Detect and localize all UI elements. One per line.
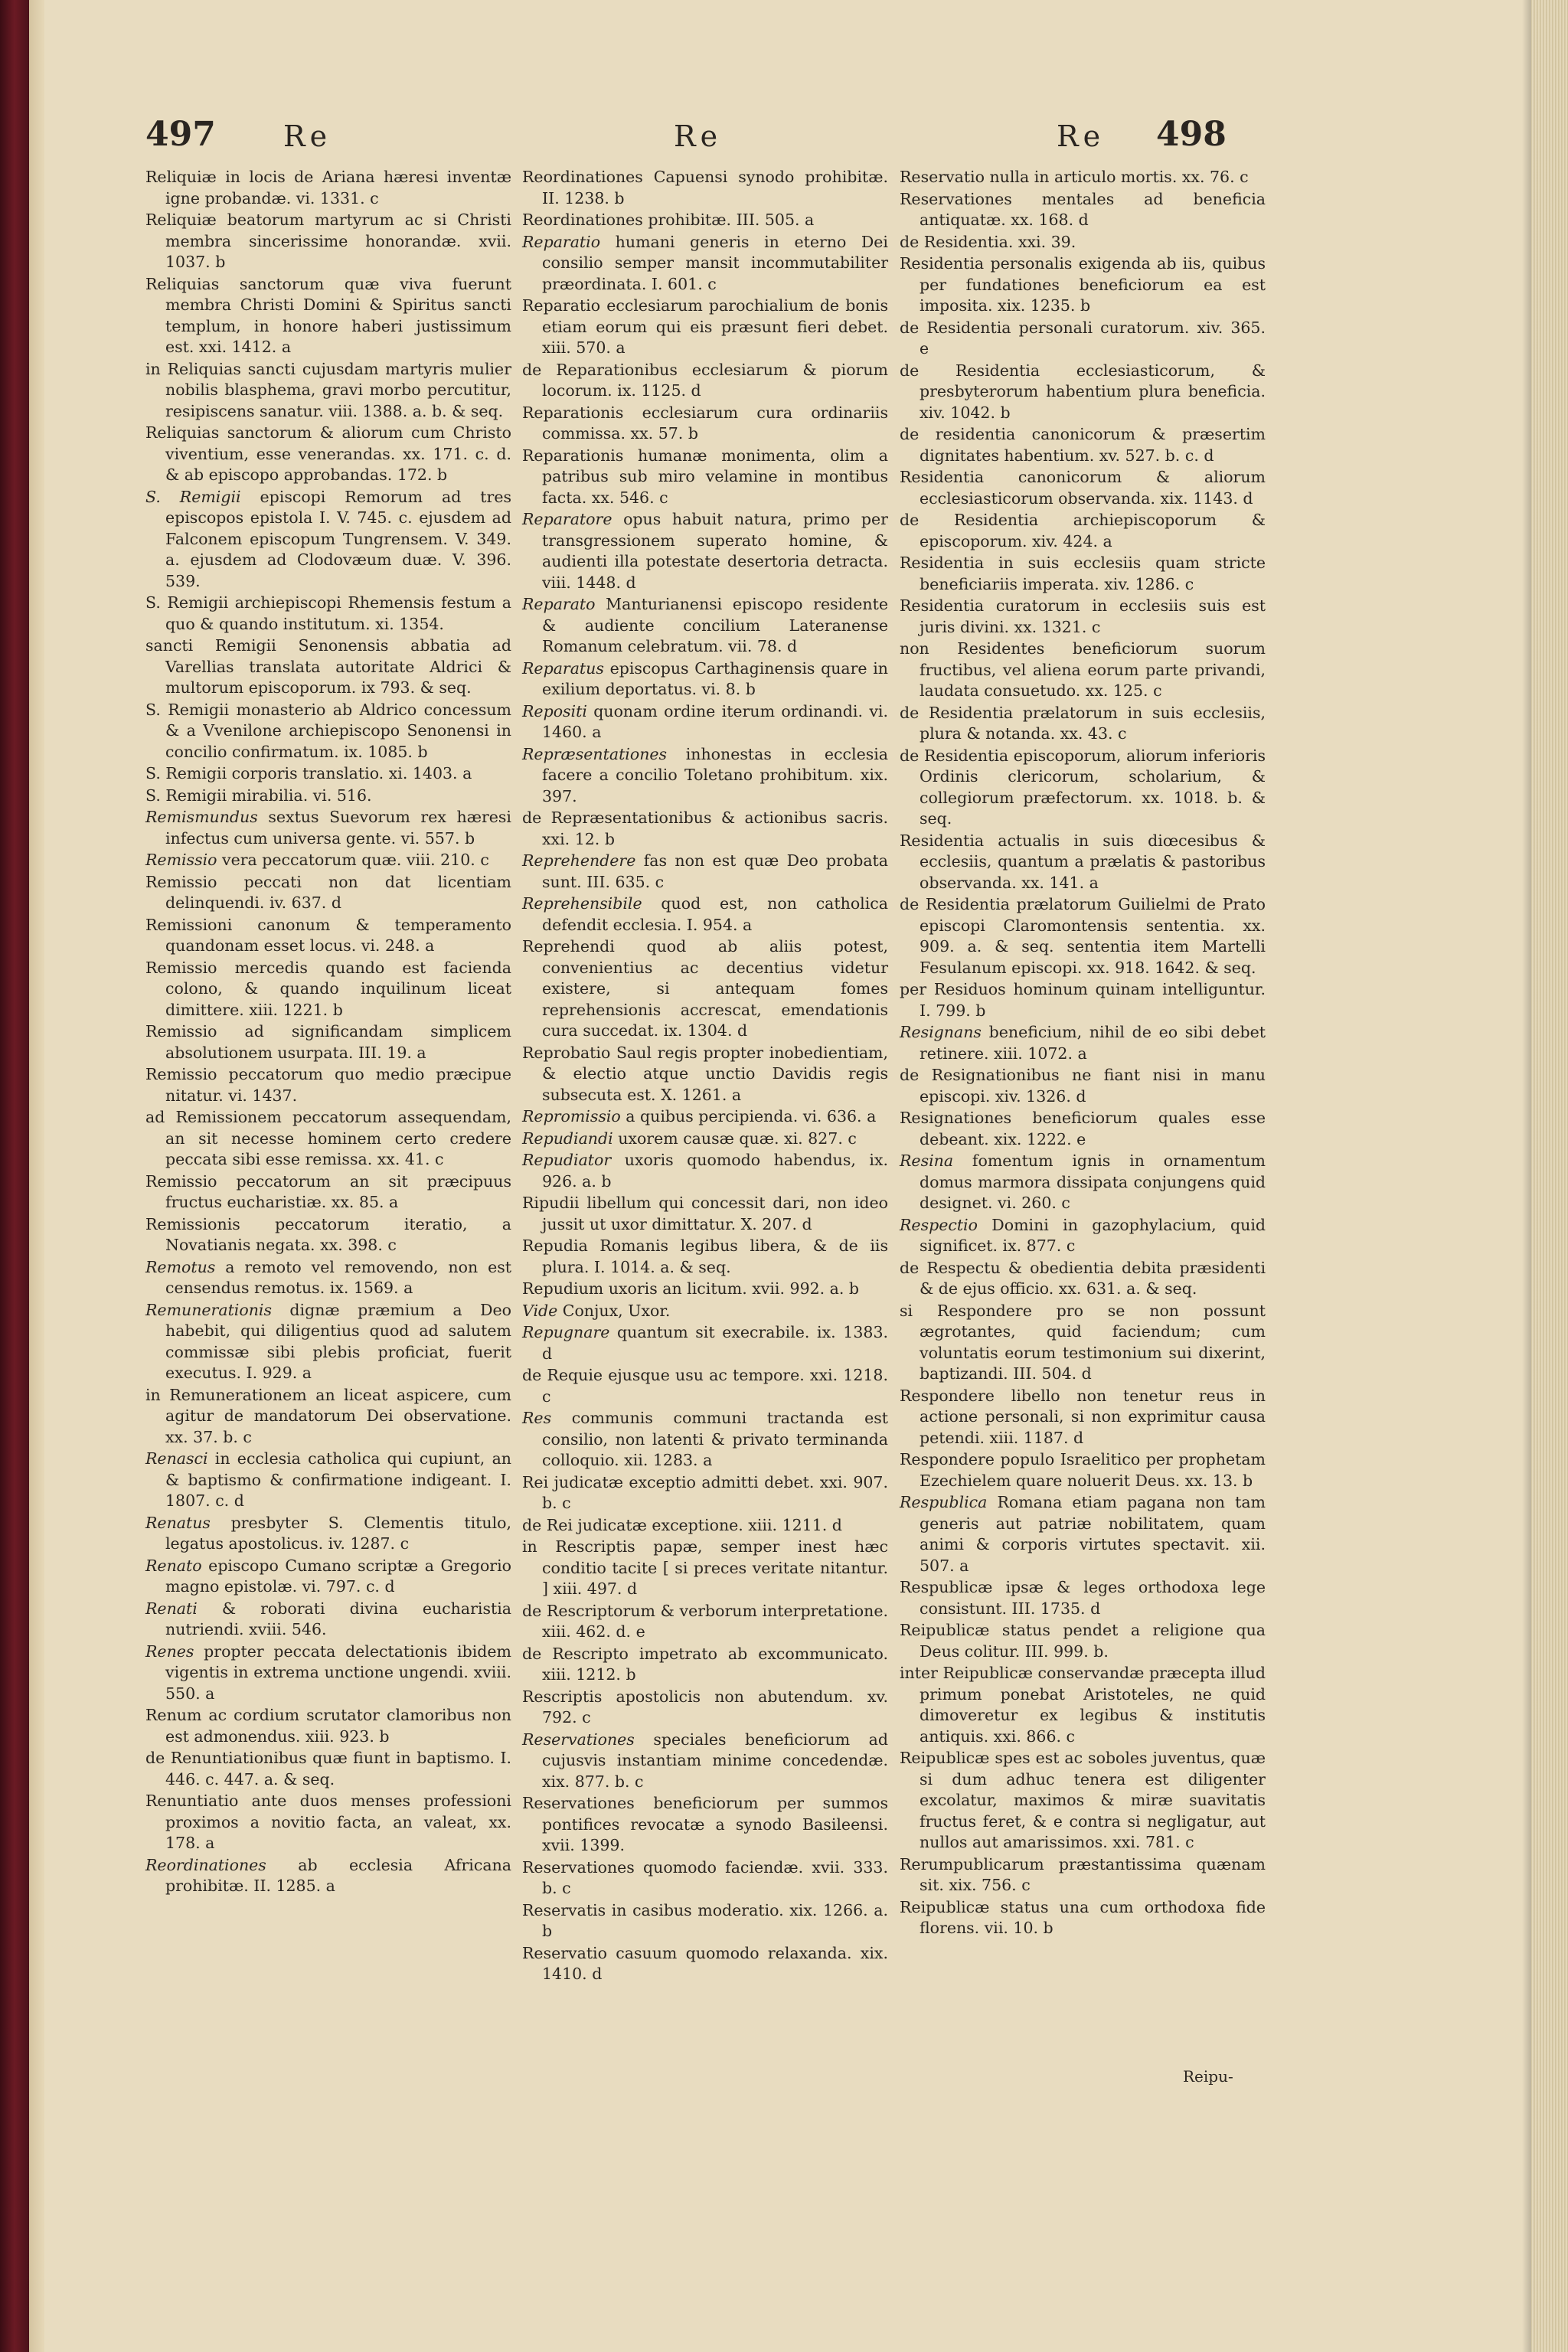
entry-text: in Rescriptis papæ, semper inest hæc conditio tacite [ si preces veritate nitantur. ] xiii. 497. d [522, 1537, 888, 1598]
index-entry [900, 1386, 1266, 1449]
entry-text: inhonestas in ecclesia facere a concilio Toletano prohibitum. xix. 397. [542, 744, 888, 805]
entry-text: Repudia Romanis legibus libera, & de iis plura. I. 1014. a. & seq. [522, 1236, 888, 1276]
index-entry [900, 639, 1266, 702]
index-entry [522, 893, 888, 936]
index-entry [522, 1236, 888, 1278]
page-edges [1531, 0, 1568, 2352]
entry-text: Conjux, Uxor. [557, 1301, 671, 1320]
index-entry [900, 703, 1266, 745]
index-entry [522, 446, 888, 509]
entry-keyword: Vide [522, 1301, 558, 1320]
page-number-left: 497 [145, 115, 216, 154]
entry-text: episcopus Carthaginensis quare in exilium deportatus. vi. 8. b [542, 658, 888, 698]
entry-text: a quibus percipienda. vi. 636. a [620, 1107, 877, 1125]
entry-text: Reparationis humanæ monimenta, olim a patribus sub miro velamine in montibus facta. xx. 546. c [522, 446, 888, 507]
entry-text: Romana etiam pagana non tam generis aut patriæ nobilitatem, quam animi & corporis virtutes spectavit. xii. 507. a [920, 1493, 1266, 1575]
index-entry [522, 1150, 888, 1192]
entry-text: Reliquias sanctorum & aliorum cum Christo viventium, esse venerandas. xx. 171. c. d. & ab episcopo approbandas. 172. b [145, 423, 511, 484]
index-entry [522, 936, 888, 1042]
index-entry [522, 1900, 888, 1942]
entry-text: S. Remigii monasterio ab Aldrico concessum & a Vvenilone archiepiscopo Senonensi in concilio confirmatum. ix. 1085. b [145, 700, 511, 761]
page-number-right: 498 [1156, 115, 1227, 154]
entry-text: Manturianensi episcopo residente & audiente concilium Lateranense Romanum celebratum. vii. 78. d [542, 595, 888, 655]
index-entry [900, 424, 1266, 466]
entry-text: Rerumpublicarum præstantissima quænam sit. xix. 756. c [900, 1854, 1266, 1894]
entry-keyword: Remunerationis [145, 1300, 272, 1319]
index-entry [145, 1748, 511, 1790]
entry-text: Reservationes beneficiorum per summos pontifices revocatæ a synodo Basileensi. xvii. 1399. [522, 1794, 888, 1854]
entry-text: de Residentia prælatorum in suis ecclesiis, plura & notanda. xx. 43. c [900, 703, 1266, 743]
index-entry [900, 1151, 1266, 1214]
index-column-3 [900, 167, 1266, 1940]
entry-keyword: Repromissio [522, 1107, 621, 1125]
entry-text: de Rei judicatæ exceptione. xiii. 1211. d [522, 1515, 842, 1534]
index-entry [900, 1492, 1266, 1576]
gutter [29, 0, 44, 2352]
entry-text: Domini in gazophylacium, quid significet. ix. 877. c [920, 1215, 1266, 1255]
entry-text: de Respectu & obedientia debita præsidenti & de ejus officio. xx. 631. a. & seq. [900, 1258, 1266, 1298]
page-shadow [1522, 0, 1531, 2352]
index-entry [522, 1322, 888, 1364]
index-entry [145, 1449, 511, 1512]
index-entry [522, 808, 888, 850]
entry-text: de Residentia ecclesiasticorum, & presbyterorum habentium plura beneficia. xiv. 1042. b [900, 361, 1266, 422]
index-entry [900, 1854, 1266, 1896]
index-entry [522, 403, 888, 445]
entry-text: de Repræsentationibus & actionibus sacris. xxi. 12. b [522, 808, 888, 848]
index-entry [900, 596, 1266, 638]
entry-text: sancti Remigii Senonensis abbatia ad Varellias translata autoritate Aldrici & multorum episcoporum. ix 793. & seq. [145, 636, 511, 697]
entry-text: de Rescripto impetrato ab excommunicato. xiii. 1212. b [522, 1644, 888, 1684]
entry-keyword: Remissio [145, 851, 217, 869]
index-entry [900, 232, 1266, 253]
entry-text: de residentia canonicorum & præsertim dignitates habentium. xv. 527. b. c. d [900, 425, 1266, 465]
entry-text: de Rescriptorum & verborum interpretatione. xiii. 462. d. e [522, 1601, 888, 1641]
entry-keyword: Repudiator [522, 1151, 612, 1169]
index-entry [900, 746, 1266, 830]
book-binding [0, 0, 29, 2352]
index-entry [145, 958, 511, 1021]
index-entry [145, 1064, 511, 1106]
index-entry [900, 1022, 1266, 1064]
entry-text: de Resignationibus ne fiant nisi in manu episcopi. xiv. 1326. d [900, 1066, 1266, 1106]
entry-keyword: Repugnare [522, 1323, 610, 1341]
index-entry [522, 1857, 888, 1900]
index-entry [145, 1171, 511, 1214]
entry-text: Residentia personalis exigenda ab iis, quibus per fundationes beneficiorum ea est imposita. xix. 1235. b [900, 254, 1266, 315]
index-entry [900, 361, 1266, 424]
entry-text: Repudium uxoris an licitum. xvii. 992. a. b [522, 1279, 860, 1298]
entry-text: Remissio mercedis quando est facienda colono, & quando inquilinum liceat dimittere. xiii. 1221. b [145, 958, 511, 1019]
entry-text: Reprobatio Saul regis propter inobedientiam, & electio atque unctio Davidis regis subsecuta est. X. 1261. a [522, 1043, 888, 1104]
entry-keyword: Remotus [145, 1257, 216, 1276]
index-entry [145, 1300, 511, 1384]
entry-text: a remoto vel removendo, non est censendus remotus. ix. 1569. a [165, 1257, 511, 1297]
entry-keyword: Reparatio [522, 232, 601, 251]
index-entry [145, 1214, 511, 1256]
index-entry [522, 594, 888, 658]
entry-text: Respondere populo Israelitico per prophetam Ezechielem quare noluerit Deus. xx. 13. b [900, 1450, 1266, 1490]
entry-keyword: Reparato [522, 595, 596, 613]
index-entry [522, 1408, 888, 1472]
index-entry [900, 1258, 1266, 1300]
entry-text: Reprehendi quod ab aliis potest, convenientius ac decentius videtur existere, si antequam fomes reprehensionis accrescat, emendationis cura succedat. ix. 1304. d [522, 937, 888, 1040]
entry-text: fas non est quæ Deo probata sunt. III. 635. c [542, 851, 888, 891]
entry-text: si Respondere pro se non possunt ægrotantes, quid faciendum; cum voluntatis eorum testimonium sui dixerint, baptizandi. III. 504. d [900, 1301, 1266, 1383]
entry-text: Reservatis in casibus moderatio. xix. 1266. a. b [522, 1900, 888, 1940]
entry-text: S. Remigii corporis translatio. xi. 1403. a [145, 764, 472, 782]
entry-text: in ecclesia catholica qui cupiunt, an & baptismo & confirmatione indigeant. I. 1807. c. d [165, 1449, 511, 1510]
index-entry [522, 851, 888, 893]
entry-text: Remissio peccatorum quo medio præcipue nitatur. vi. 1437. [145, 1065, 511, 1105]
entry-text: beneficium, nihil de eo sibi debet retinere. xiii. 1072. a [920, 1023, 1266, 1063]
entry-text: Reliquias sanctorum quæ viva fuerunt membra Christi Domini & Spiritus sancti templum, in honore haberi justissimum est. xxi. 1412. a [145, 274, 511, 356]
index-entry [145, 1556, 511, 1598]
entry-keyword: Reparatore [522, 510, 612, 528]
index-entry [900, 553, 1266, 595]
entry-text: Remissio ad significandam simplicem absolutionem usurpata. III. 19. a [145, 1022, 511, 1062]
index-entry [145, 915, 511, 957]
entry-text: episcopo Cumano scriptæ a Gregorio magno epistolæ. vi. 797. c. d [165, 1556, 511, 1596]
entry-text: Residentia canonicorum & aliorum ecclesiasticorum observanda. xix. 1143. d [900, 468, 1266, 508]
index-entry [145, 593, 511, 635]
index-entry [145, 1642, 511, 1705]
index-entry [522, 509, 888, 593]
entry-text: speciales beneficiorum ad cujusvis instantiam minime concedendæ. xix. 877. b. c [542, 1730, 888, 1791]
index-entry [522, 701, 888, 743]
index-entry [145, 1021, 511, 1063]
index-entry [522, 1193, 888, 1235]
entry-keyword: Renasci [145, 1449, 208, 1468]
entry-text: Reipublicæ status pendet a religione qua Deus colitur. III. 999. b. [900, 1621, 1266, 1661]
entry-text: quod est, non catholica defendit ecclesia. I. 954. a [542, 894, 888, 934]
entry-text: de Residentia personali curatorum. xiv. 365. e [900, 318, 1266, 358]
index-entry [145, 1855, 511, 1897]
entry-text: Reliquiæ beatorum martyrum ac si Christi membra sincerissime honorandæ. xvii. 1037. b [145, 211, 511, 271]
entry-text: Remissioni canonum & temperamento quandonam esset locus. vi. 248. a [145, 915, 511, 955]
index-entry [145, 635, 511, 699]
index-column-2 [522, 167, 888, 1986]
index-entry [145, 1791, 511, 1854]
entry-text: de Requie ejusque usu ac tempore. xxi. 1218. c [522, 1366, 888, 1406]
entry-keyword: Res [522, 1409, 552, 1427]
entry-text: Reservationes quomodo faciendæ. xvii. 333. b. c [522, 1857, 888, 1897]
entry-keyword: Reordinationes [145, 1855, 266, 1874]
index-entry [145, 359, 511, 423]
index-entry [145, 1107, 511, 1171]
entry-text: de Residentia archiepiscoporum & episcoporum. xiv. 424. a [900, 511, 1266, 550]
index-entry [522, 360, 888, 402]
index-entry [145, 167, 511, 209]
entry-text: Reparationis ecclesiarum cura ordinariis commissa. xx. 57. b [522, 403, 888, 443]
entry-text: sextus Suevorum rex hæresi infectus cum universa gente. vi. 557. b [165, 808, 511, 848]
entry-text: Residentia in suis ecclesiis quam stricte beneficiariis imperata. xiv. 1286. c [900, 554, 1266, 593]
index-entry [522, 1943, 888, 1985]
entry-text: humani generis in eterno Dei consilio semper mansit incommutabiliter præordinata. I. 601. c [542, 232, 888, 293]
entry-text: communis communi tractanda est consilio, non latenti & privato terminanda colloquio. xii. 1283. a [542, 1409, 888, 1469]
entry-keyword: Repudiandi [522, 1129, 613, 1148]
index-entry [900, 1577, 1266, 1619]
index-entry [900, 467, 1266, 509]
entry-text: Residentia actualis in suis diœcesibus & ecclesiis, quantum a prælatis & pastoribus observanda. xx. 141. a [900, 831, 1266, 892]
entry-keyword: Resignans [900, 1023, 982, 1041]
entry-text: Reipublicæ spes est ac soboles juventus, quæ si dum adhuc tenera est diligenter excolatur, maximos & miræ suavitatis fructus feret, & e contra si negligatur, aut nullos aut amarissimos. xxi. 781. c [900, 1749, 1266, 1851]
index-entry [145, 210, 511, 273]
index-entry [522, 1106, 888, 1128]
entry-keyword: Renatus [145, 1513, 211, 1532]
index-entry [900, 1108, 1266, 1150]
index-column-1 [145, 167, 511, 1898]
index-entry [900, 189, 1266, 231]
entry-keyword: Repositi [522, 701, 587, 720]
index-entry [522, 1301, 888, 1322]
index-entry [900, 318, 1266, 360]
catchword: Reipu- [1183, 2067, 1233, 2086]
index-entry [522, 1365, 888, 1407]
index-entry [522, 296, 888, 359]
index-entry [522, 1601, 888, 1643]
entry-text: uxoris quomodo habendus, ix. 926. a. b [542, 1151, 888, 1191]
index-entry [522, 1515, 888, 1537]
entry-text: de Reparationibus ecclesiarum & piorum locorum. ix. 1125. d [522, 360, 888, 400]
index-entry [900, 979, 1266, 1021]
entry-text: S. Remigii archiepiscopi Rhemensis festum a quo & quando institutum. xi. 1354. [145, 593, 511, 633]
running-head-right: Re [1057, 119, 1106, 153]
entry-text: Respublicæ ipsæ & leges orthodoxa lege consistunt. III. 1735. d [900, 1578, 1266, 1618]
entry-text: Reordinationes Capuensi synodo prohibitæ. II. 1238. b [522, 168, 888, 207]
entry-text: inter Reipublicæ conservandæ præcepta illud primum ponebat Aristoteles, ne quid dimoveretur ex legibus & institutis antiquis. xxi. 866. c [900, 1664, 1266, 1746]
index-entry [522, 1279, 888, 1300]
index-entry [145, 1599, 511, 1641]
page-header [145, 115, 1233, 168]
entry-text: Reparatio ecclesiarum parochialium de bonis etiam eorum qui eis præsunt fieri debet. xiii. 570. a [522, 296, 888, 357]
entry-text: in Reliquias sancti cujusdam martyris mulier nobilis blasphema, gravi morbo percutitur, resipiscens sanatur. viii. 1388. a. b. & seq. [145, 359, 511, 420]
entry-text: vera peccatorum quæ. viii. 210. c [217, 851, 489, 869]
index-entry [522, 232, 888, 296]
index-entry [900, 831, 1266, 894]
entry-text: & roborati divina eucharistia nutriendi. xviii. 546. [165, 1599, 511, 1638]
entry-text: Reservatio nulla in articulo mortis. xx. 76. c [900, 168, 1249, 186]
entry-text: non Residentes beneficiorum suorum fructibus, vel aliena eorum parte privandi, laudata consuetudo. xx. 125. c [900, 639, 1266, 700]
index-entry [900, 1065, 1266, 1107]
index-entry [900, 1449, 1266, 1491]
index-entry [522, 1043, 888, 1106]
entry-text: Remissionis peccatorum iteratio, a Novatianis negata. xx. 398. c [145, 1214, 511, 1254]
entry-text: per Residuos hominum quinam intelliguntur. I. 799. b [900, 980, 1266, 1020]
entry-text: Residentia curatorum in ecclesiis suis est juris divini. xx. 1321. c [900, 596, 1266, 636]
index-entry [522, 1129, 888, 1150]
entry-keyword: Reparatus [522, 658, 604, 678]
index-entry [145, 1385, 511, 1449]
entry-text: in Remunerationem an liceat aspicere, cum agitur de mandatorum Dei observatione. xx. 37. b. c [145, 1385, 511, 1446]
index-entry [145, 786, 511, 807]
index-entry [145, 872, 511, 914]
entry-text: fomentum ignis in ornamentum domus marmora dissipata conjungens quid designet. vi. 260. c [920, 1152, 1266, 1212]
entry-text: opus habuit natura, primo per transgressionem superato homine, & audienti illa potestate desertoria detracta. viii. 1448. d [542, 510, 888, 592]
entry-keyword: Repræsentationes [522, 744, 668, 763]
index-entry [900, 1215, 1266, 1257]
entry-text: quonam ordine iterum ordinandi. vi. 1460. a [542, 701, 888, 741]
entry-keyword: Remismundus [145, 808, 258, 826]
index-entry [522, 210, 888, 231]
entry-keyword: Renes [145, 1642, 194, 1661]
index-entry [145, 807, 511, 849]
entry-keyword: Reservationes [522, 1730, 635, 1749]
index-entry [522, 1537, 888, 1600]
index-entry [522, 658, 888, 701]
entry-keyword: Renato [145, 1556, 202, 1575]
index-entry [900, 510, 1266, 552]
index-entry [522, 1793, 888, 1857]
entry-text: Remissio peccati non dat licentiam delinquendi. iv. 637. d [145, 872, 511, 912]
entry-text: dignæ præmium a Deo habebit, qui diligentius quod ad salutem commissæ sibi plebis proficiat, fuerit executus. I. 929. a [165, 1300, 511, 1382]
entry-keyword: S. Remigii [145, 487, 241, 506]
index-entry [145, 423, 511, 486]
entry-keyword: Reprehensibile [522, 894, 642, 913]
index-entry [900, 1301, 1266, 1385]
index-entry [145, 763, 511, 785]
entry-text: Remissio peccatorum an sit præcipuus fructus eucharistiæ. xx. 85. a [145, 1171, 511, 1211]
index-entry [145, 1257, 511, 1299]
entry-text: de Residentia episcoporum, aliorum inferioris Ordinis clericorum, scholarium, & collegiorum præfectorum. xx. 1018. b. & seq. [900, 746, 1266, 828]
entry-text: Renum ac cordium scrutator clamoribus non est admonendus. xiii. 923. b [145, 1706, 511, 1746]
index-entry [900, 1897, 1266, 1939]
entry-keyword: Respublica [900, 1493, 988, 1511]
entry-text: quantum sit execrabile. ix. 1383. d [542, 1323, 888, 1363]
entry-keyword: Renati [145, 1599, 198, 1618]
running-head-middle: Re [674, 119, 723, 153]
entry-text: de Residentia. xxi. 39. [900, 232, 1076, 251]
entry-text: Resignationes beneficiorum quales esse debeant. xix. 1222. e [900, 1109, 1266, 1148]
index-entry [900, 1663, 1266, 1747]
entry-text: de Renuntiationibus quæ fiunt in baptismo. I. 446. c. 447. a. & seq. [145, 1749, 511, 1788]
entry-text: Renuntiatio ante duos menses professioni proximos a novitio facta, an valeat, xx. 178. a [145, 1792, 511, 1852]
index-entry [522, 1687, 888, 1729]
index-entry [522, 1472, 888, 1514]
entry-text: Reipublicæ status una cum orthodoxa fide florens. vii. 10. b [900, 1897, 1266, 1937]
entry-text: Reliquiæ in locis de Ariana hæresi inventæ igne probandæ. vi. 1331. c [145, 168, 511, 207]
index-entry [145, 1705, 511, 1747]
index-entry [145, 1513, 511, 1555]
entry-keyword: Resina [900, 1152, 954, 1170]
entry-text: episcopi Remorum ad tres episcopos epistola I. V. 745. c. ejusdem ad Falconem episcopum Tungrensem. V. 349. a. ejusdem ad Clodovæum duæ. V. 396. 539. [165, 487, 511, 590]
entry-text: presbyter S. Clementis titulo, legatus apostolicus. iv. 1287. c [165, 1513, 511, 1553]
entry-text: Ripudii libellum qui concessit dari, non ideo jussit ut uxor dimittatur. X. 207. d [522, 1194, 888, 1233]
index-entry [900, 894, 1266, 978]
index-entry [900, 1620, 1266, 1662]
entry-text: Reservatio casuum quomodo relaxanda. xix. 1410. d [522, 1943, 888, 1983]
entry-text: uxorem causæ quæ. xi. 827. c [612, 1129, 857, 1148]
index-entry [900, 1748, 1266, 1854]
index-entry [522, 744, 888, 808]
index-entry [900, 253, 1266, 317]
entry-keyword: Reprehendere [522, 851, 636, 870]
entry-text: propter peccata delectationis ibidem vigentis in extrema unctione ungendi. xviii. 550. a [165, 1642, 511, 1703]
entry-text: ab ecclesia Africana prohibitæ. II. 1285. a [165, 1855, 511, 1895]
running-head-left: Re [283, 119, 332, 153]
index-entry [145, 487, 511, 593]
entry-text: S. Remigii mirabilia. vi. 516. [145, 786, 372, 805]
entry-text: ad Remissionem peccatorum assequendam, an sit necesse hominem certo credere peccata sibi esse remissa. xx. 41. c [145, 1108, 511, 1168]
index-entry [145, 274, 511, 358]
index-entry [145, 850, 511, 871]
index-entry [522, 167, 888, 209]
entry-text: Reservationes mentales ad beneficia antiquatæ. xx. 168. d [900, 189, 1266, 229]
index-entry [900, 167, 1266, 188]
entry-text: Rei judicatæ exceptio admitti debet. xxi. 907. b. c [522, 1472, 888, 1512]
entry-text: Respondere libello non tenetur reus in actione personali, si non exprimitur causa petendi. xiii. 1187. d [900, 1386, 1266, 1447]
index-entry [522, 1644, 888, 1686]
index-entry [145, 700, 511, 763]
entry-text: Rescriptis apostolicis non abutendum. xv. 792. c [522, 1687, 888, 1726]
entry-keyword: Respectio [900, 1215, 978, 1234]
entry-text: de Residentia prælatorum Guilielmi de Prato episcopi Claromontensis sententia. xx. 909. a. & seq. sententia item Martelli Fesulanum episcopi. xx. 918. 1642. & seq. [900, 895, 1266, 977]
index-entry [522, 1730, 888, 1793]
entry-text: Reordinationes prohibitæ. III. 505. a [522, 211, 815, 229]
